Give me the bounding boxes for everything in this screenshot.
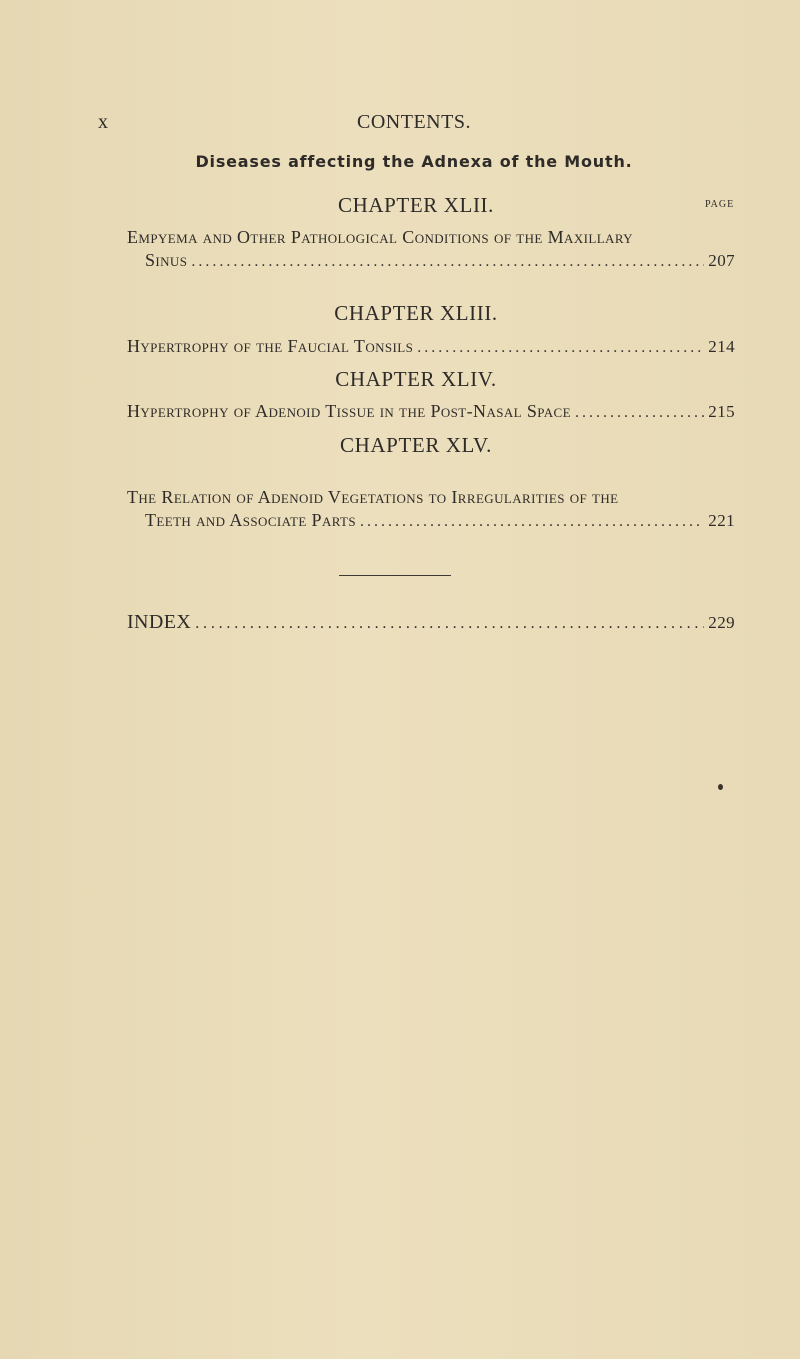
toc-entry[interactable] (127, 335, 735, 359)
entry-title-line: Empyema and Other Pathological Conditions of the Maxillary (127, 227, 633, 247)
entry-title-line: Sinus (145, 250, 188, 270)
ink-speck (718, 784, 723, 790)
entry-page-number: 215 (708, 402, 735, 421)
dot-leader (575, 400, 704, 424)
chapter-heading: CHAPTER XLIV. (335, 367, 497, 391)
separator-rule (339, 575, 451, 576)
entry-title-line: The Relation of Adenoid Vegetations to Irregularities of the (127, 487, 619, 507)
dot-leader (195, 611, 704, 634)
entry-title-line: Hypertrophy of Adenoid Tissue in the Post-Nasal Space (127, 401, 571, 421)
chapter-heading: CHAPTER XLII. (338, 193, 494, 217)
entry-page-number: 207 (708, 251, 735, 270)
running-head (0, 111, 800, 135)
section-heading: Diseases affecting the Adnexa of the Mouth. (195, 152, 633, 171)
toc-entry[interactable] (127, 400, 735, 424)
toc-entry[interactable] (127, 486, 735, 533)
dot-leader (417, 335, 704, 359)
index-entry[interactable] (127, 611, 735, 634)
entry-page-number: 214 (708, 337, 735, 356)
running-head-title: CONTENTS. (357, 111, 471, 133)
chapter-heading: CHAPTER XLV. (340, 433, 492, 457)
index-label: INDEX (127, 611, 192, 633)
page-folio: x (98, 111, 109, 133)
page-column-label: PAGE (705, 199, 735, 210)
entry-title-line: Teeth and Associate Parts (145, 510, 357, 530)
toc-entry[interactable] (127, 226, 735, 273)
chapter-heading: CHAPTER XLIII. (334, 301, 498, 325)
index-page-number: 229 (708, 613, 735, 632)
entry-title-line: Hypertrophy of the Faucial Tonsils (127, 336, 414, 356)
entry-page-number: 221 (708, 511, 735, 530)
dot-leader (360, 509, 704, 533)
dot-leader (191, 249, 704, 273)
